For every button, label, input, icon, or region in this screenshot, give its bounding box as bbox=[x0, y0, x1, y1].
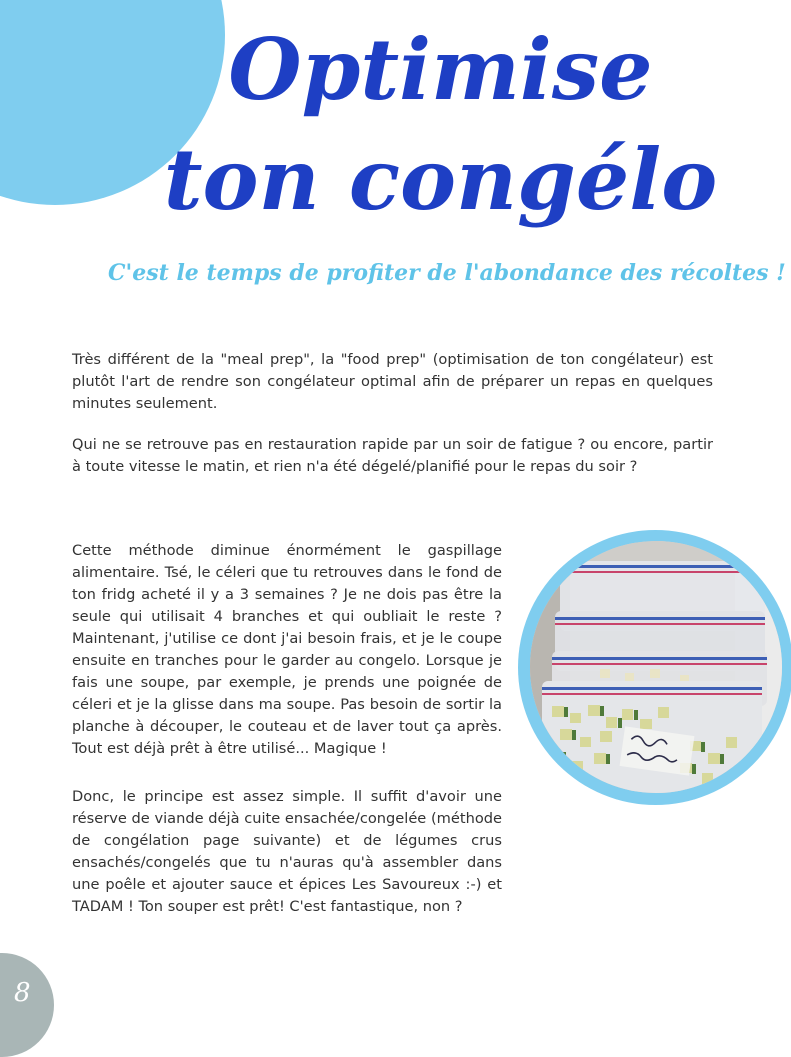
page-subtitle: C'est le temps de profiter de l'abondance des récoltes ! bbox=[108, 260, 786, 286]
intro-paragraph: Très différent de la "meal prep", la "food prep" (optimisation de ton congélateur) est plutôt l'art de rendre son congélateur optimal afin de préparer un repas en quelques minutes seulement. bbox=[72, 351, 713, 412]
page-number: 8 bbox=[14, 978, 31, 1008]
principle-paragraph: Donc, le principe est assez simple. Il suffit d'avoir une réserve de viande déjà cuite ensachée/congelée (méthode de congélation page suivante) et de légumes crus ensachés/congelés que tu n'auras qu'à assembler dans une poêle et ajouter sauce et épices Les Savoureux :-) et TADAM ! Ton souper est prêt! C'est fantastique, non ? bbox=[72, 788, 502, 915]
question-paragraph: Qui ne se retrouve pas en restauration rapide par un soir de fatigue ? ou encore, partir à toute vitesse le matin, et rien n'a été dégelé/planifié pour le repas du soir ? bbox=[72, 436, 713, 475]
page-title-line-2: ton congélo bbox=[163, 130, 718, 229]
page-title-line-1: Optimise bbox=[228, 20, 653, 119]
freezer-bags-photo bbox=[530, 541, 782, 793]
method-paragraph: Cette méthode diminue énormément le gaspillage alimentaire. Tsé, le céleri que tu retrouves dans le fond de ton fridg acheté il y a 3 semaines ? Je ne dois pas être la seule qui utilisait 4 branches et qui oubliait le reste ? Maintenant, j'utilise ce dont j'ai besoin frais, et je le coupe ensuite en tranches pour le garder au congelo. Lorsque je fais une soupe, par exemple, je prends une poignée de céleri et je la glisse dans ma soupe. Pas besoin de sortir la planche à découper, le couteau et de laver tout ça après. Tout est déjà prêt à être utilisé... Magique ! bbox=[72, 542, 502, 757]
